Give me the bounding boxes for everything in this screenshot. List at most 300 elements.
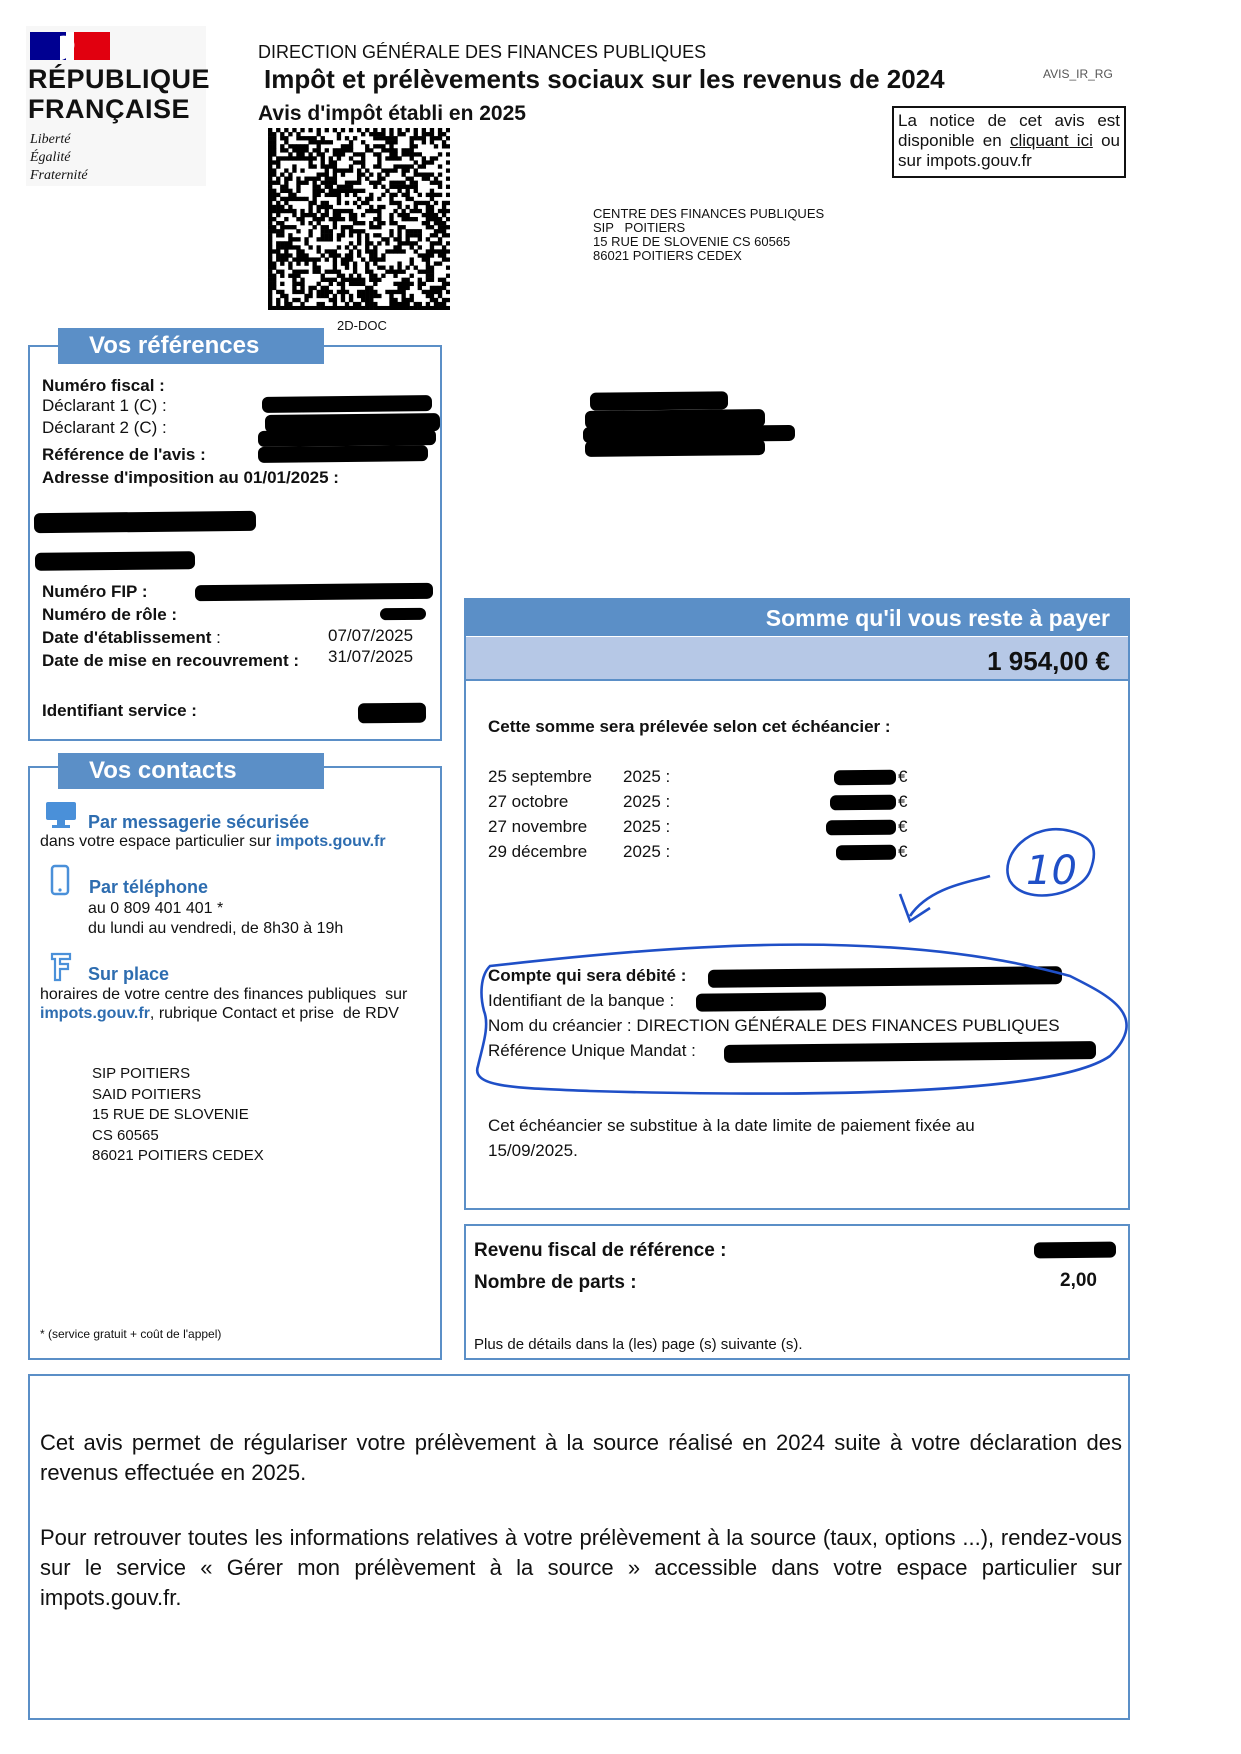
qr-module: [276, 193, 280, 197]
qr-module: [414, 233, 418, 237]
qr-module: [349, 209, 353, 213]
qr-module: [361, 201, 365, 205]
qr-module: [288, 189, 292, 193]
qr-module: [426, 306, 430, 310]
qr-module: [288, 209, 292, 213]
qr-module: [292, 225, 296, 229]
qr-module: [406, 177, 410, 181]
qr-module: [321, 164, 325, 168]
qr-module: [357, 241, 361, 245]
qr-module: [272, 160, 276, 164]
qr-module: [333, 213, 337, 217]
qr-module: [317, 152, 321, 156]
qr-module: [304, 144, 308, 148]
qr-module: [345, 278, 349, 282]
qr-module: [349, 164, 353, 168]
qr-module: [321, 205, 325, 209]
qr-module: [373, 209, 377, 213]
qr-module: [353, 136, 357, 140]
qr-module: [329, 229, 333, 233]
qr-module: [406, 282, 410, 286]
qr-module: [422, 253, 426, 257]
qr-module: [414, 152, 418, 156]
center-address: [593, 207, 824, 263]
page-title: Impôt et prélèvements sociaux sur les revenus de 2024: [264, 64, 945, 94]
qr-module: [446, 136, 450, 140]
qr-module: [426, 172, 430, 176]
qr-module: [284, 249, 288, 253]
qr-module: [381, 185, 385, 189]
numero-fip-label: Numéro FIP :: [42, 582, 148, 601]
qr-module: [438, 241, 442, 245]
qr-module: [422, 270, 426, 274]
qr-module: [292, 148, 296, 152]
qr-module: [292, 290, 296, 294]
qr-module: [304, 257, 308, 261]
qr-module: [406, 148, 410, 152]
payment-title: Somme qu'il vous reste à payer: [466, 600, 1128, 636]
qr-module: [312, 217, 316, 221]
qr-module: [446, 201, 450, 205]
qr-module: [337, 233, 341, 237]
qr-module: [268, 274, 272, 278]
qr-module: [369, 148, 373, 152]
qr-module: [353, 152, 357, 156]
qr-module: [272, 193, 276, 197]
qr-module: [410, 274, 414, 278]
qr-module: [418, 253, 422, 257]
qr-module: [389, 302, 393, 306]
qr-module: [434, 136, 438, 140]
qr-module: [304, 136, 308, 140]
qr-module: [317, 270, 321, 274]
qr-module: [345, 148, 349, 152]
qr-module: [276, 253, 280, 257]
qr-module: [312, 261, 316, 265]
qr-module: [442, 302, 446, 306]
qr-module: [397, 205, 401, 209]
qr-module: [393, 221, 397, 225]
qr-module: [268, 253, 272, 257]
notice-box: [892, 106, 1126, 178]
qr-module: [268, 294, 272, 298]
qr-module: [325, 270, 329, 274]
qr-module: [337, 189, 341, 193]
contact-address: [92, 1064, 264, 1167]
qr-module: [438, 221, 442, 225]
qr-module: [406, 278, 410, 282]
qr-module: [361, 298, 365, 302]
qr-module: [446, 249, 450, 253]
qr-module: [333, 172, 337, 176]
qr-module: [373, 261, 377, 265]
qr-module: [292, 306, 296, 310]
qr-module: [300, 282, 304, 286]
qr-module: [345, 261, 349, 265]
qr-module: [280, 172, 284, 176]
qr-module: [280, 132, 284, 136]
qr-module: [397, 128, 401, 132]
qr-module: [300, 286, 304, 290]
qr-module: [373, 152, 377, 156]
qr-module: [308, 140, 312, 144]
qr-module: [397, 132, 401, 136]
qr-module: [308, 164, 312, 168]
qr-module: [268, 290, 272, 294]
qr-module: [317, 209, 321, 213]
qr-module: [446, 282, 450, 286]
qr-module: [418, 306, 422, 310]
qr-module: [430, 294, 434, 298]
qr-module: [434, 233, 438, 237]
qr-module: [393, 245, 397, 249]
qr-module: [418, 233, 422, 237]
qr-module: [357, 205, 361, 209]
qr-module: [280, 233, 284, 237]
qr-module: [373, 128, 377, 132]
page-subtitle: Avis d'impôt établi en 2025: [258, 102, 526, 125]
center-line4: 86021 POITIERS CEDEX: [593, 248, 742, 263]
qr-module: [422, 156, 426, 160]
qr-module: [268, 189, 272, 193]
qr-module: [325, 290, 329, 294]
qr-module: [361, 294, 365, 298]
qr-module: [276, 128, 280, 132]
qr-module: [333, 177, 337, 181]
qr-module: [288, 152, 292, 156]
qr-module: [308, 213, 312, 217]
qr-module: [312, 185, 316, 189]
qr-module: [430, 197, 434, 201]
qr-module: [321, 181, 325, 185]
qr-module: [349, 128, 353, 132]
qr-module: [393, 270, 397, 274]
qr-module: [373, 233, 377, 237]
qr-module: [349, 257, 353, 261]
qr-module: [312, 148, 316, 152]
qr-module: [381, 168, 385, 172]
qr-module: [268, 185, 272, 189]
qr-module: [321, 217, 325, 221]
qr-module: [426, 237, 430, 241]
qr-module: [418, 172, 422, 176]
qr-module: [365, 197, 369, 201]
qr-module: [308, 257, 312, 261]
qr-module: [321, 290, 325, 294]
qr-module: [349, 249, 353, 253]
qr-module: [438, 209, 442, 213]
date-etablissement-label: [42, 628, 221, 648]
qr-module: [418, 278, 422, 282]
qr-module: [333, 217, 337, 221]
qr-module: [304, 294, 308, 298]
qr-module: [353, 245, 357, 249]
qr-module: [317, 282, 321, 286]
qr-module: [401, 286, 405, 290]
qr-module: [284, 189, 288, 193]
qr-module: [268, 249, 272, 253]
qr-module: [361, 189, 365, 193]
qr-module: [333, 148, 337, 152]
schedule-row: 27 octobre: [488, 792, 569, 811]
qr-module: [341, 225, 345, 229]
qr-module: [341, 128, 345, 132]
qr-module: [292, 193, 296, 197]
qr-module: [268, 261, 272, 265]
qr-module: [304, 253, 308, 257]
qr-module: [317, 249, 321, 253]
qr-module: [389, 233, 393, 237]
qr-module: [410, 197, 414, 201]
qr-module: [312, 177, 316, 181]
qr-module: [272, 286, 276, 290]
qr-module: [438, 290, 442, 294]
qr-module: [321, 140, 325, 144]
qr-module: [333, 193, 337, 197]
qr-module: [401, 302, 405, 306]
qr-module: [430, 172, 434, 176]
qr-module: [365, 233, 369, 237]
qr-module: [349, 168, 353, 172]
qr-module: [434, 290, 438, 294]
qr-module: [414, 306, 418, 310]
messagerie-link[interactable]: impots.gouv.fr: [275, 833, 386, 850]
qr-module: [381, 136, 385, 140]
qr-module: [345, 209, 349, 213]
qr-module: [397, 189, 401, 193]
qr-module: [341, 233, 345, 237]
qr-module: [401, 282, 405, 286]
qr-module: [410, 140, 414, 144]
qr-module: [341, 298, 345, 302]
qr-module: [430, 290, 434, 294]
qr-module: [410, 298, 414, 302]
qr-module: [288, 172, 292, 176]
qr-module: [333, 152, 337, 156]
qr-module: [292, 168, 296, 172]
qr-module: [426, 253, 430, 257]
qr-module: [341, 168, 345, 172]
qr-module: [438, 229, 442, 233]
qr-module: [296, 132, 300, 136]
qr-module: [296, 237, 300, 241]
qr-module: [300, 306, 304, 310]
qr-module: [308, 209, 312, 213]
qr-module: [442, 282, 446, 286]
qr-module: [377, 257, 381, 261]
qr-module: [406, 205, 410, 209]
qr-module: [345, 225, 349, 229]
qr-module: [321, 136, 325, 140]
qr-module: [414, 201, 418, 205]
compte-label: Compte qui sera débité :: [488, 966, 687, 985]
qr-module: [373, 302, 377, 306]
qr-module: [389, 144, 393, 148]
qr-module: [434, 217, 438, 221]
qr-module: [345, 185, 349, 189]
qr-module: [288, 225, 292, 229]
qr-module: [280, 261, 284, 265]
qr-module: [422, 282, 426, 286]
qr-module: [280, 156, 284, 160]
qr-module: [268, 136, 272, 140]
qr-module: [317, 177, 321, 181]
qr-module: [369, 209, 373, 213]
building-icon: [46, 952, 76, 982]
qr-module: [300, 278, 304, 282]
qr-module: [430, 189, 434, 193]
qr-module: [300, 253, 304, 257]
republique-logo: [26, 26, 211, 186]
qr-module: [418, 229, 422, 233]
qr-module: [272, 261, 276, 265]
notice-link[interactable]: cliquant ici: [1009, 131, 1093, 150]
qr-module: [317, 144, 321, 148]
qr-module: [438, 217, 442, 221]
qr-module: [272, 274, 276, 278]
qr-module: [434, 298, 438, 302]
qr-module: [406, 233, 410, 237]
contact-addr2: SAID POITIERS: [92, 1085, 202, 1103]
qr-module: [434, 261, 438, 265]
qr-module: [381, 148, 385, 152]
qr-module: [442, 278, 446, 282]
qr-module: [321, 189, 325, 193]
qr-module: [422, 172, 426, 176]
qr-module: [365, 294, 369, 298]
schedule-row-year: 2025 :: [623, 817, 671, 836]
sur-place-link[interactable]: impots.gouv.fr: [40, 1005, 150, 1022]
qr-module: [280, 253, 284, 257]
qr-module: [446, 274, 450, 278]
qr-module: [442, 144, 446, 148]
qr-module: [272, 209, 276, 213]
qr-module: [353, 306, 357, 310]
qr-module: [329, 164, 333, 168]
qr-module: [300, 156, 304, 160]
qr-module: [341, 257, 345, 261]
qr-module: [268, 205, 272, 209]
qr-module: [325, 213, 329, 217]
qr-module: [369, 253, 373, 257]
qr-module: [292, 282, 296, 286]
qr-module: [401, 270, 405, 274]
qr-module: [280, 209, 284, 213]
qr-module: [397, 185, 401, 189]
qr-module: [337, 270, 341, 274]
qr-module: [385, 249, 389, 253]
qr-module: [373, 253, 377, 257]
qr-module: [389, 185, 393, 189]
qr-module: [304, 148, 308, 152]
qr-module: [292, 156, 296, 160]
qr-module: [353, 261, 357, 265]
qr-module: [272, 229, 276, 233]
qr-module: [325, 205, 329, 209]
qr-module: [312, 225, 316, 229]
form-code: AVIS_IR_RG: [1043, 67, 1113, 81]
qr-module: [292, 144, 296, 148]
qr-module: [353, 217, 357, 221]
qr-module: [329, 181, 333, 185]
qr-module: [276, 233, 280, 237]
qr-module: [438, 261, 442, 265]
qr-module: [268, 128, 272, 132]
qr-module: [434, 144, 438, 148]
qr-module: [414, 217, 418, 221]
qr-module: [410, 164, 414, 168]
qr-module: [304, 261, 308, 265]
qr-module: [438, 253, 442, 257]
qr-module: [304, 197, 308, 201]
qr-module: [329, 237, 333, 241]
qr-module: [268, 144, 272, 148]
qr-module: [296, 261, 300, 265]
qr-module: [333, 306, 337, 310]
qr-module: [288, 306, 292, 310]
qr-module: [361, 306, 365, 310]
qr-module: [268, 225, 272, 229]
qr-module: [414, 168, 418, 172]
qr-module: [321, 306, 325, 310]
qr-module: [385, 168, 389, 172]
qr-module: [337, 282, 341, 286]
qr-module: [345, 257, 349, 261]
schedule-row: 25 septembre: [488, 767, 592, 786]
qr-module: [373, 185, 377, 189]
qr-module: [312, 257, 316, 261]
qr-module: [446, 225, 450, 229]
qr-module: [414, 249, 418, 253]
qr-module: [280, 245, 284, 249]
rfr-label: Revenu fiscal de référence :: [474, 1240, 727, 1261]
notice-prefix: La notice de cet avis est disponible en: [898, 111, 1120, 150]
qr-module: [377, 306, 381, 310]
messagerie-text: [40, 833, 386, 851]
qr-module: [430, 217, 434, 221]
qr-module: [268, 132, 272, 136]
qr-module: [426, 290, 430, 294]
qr-module: [280, 185, 284, 189]
qr-module: [296, 257, 300, 261]
qr-module: [393, 201, 397, 205]
qr-module: [401, 168, 405, 172]
qr-module: [430, 274, 434, 278]
qr-module: [373, 294, 377, 298]
qr-module: [268, 257, 272, 261]
qr-module: [284, 128, 288, 132]
qr-module: [357, 229, 361, 233]
qr-module: [357, 253, 361, 257]
qr-module: [341, 172, 345, 176]
qr-module: [414, 189, 418, 193]
qr-module: [369, 274, 373, 278]
qr-module: [401, 148, 405, 152]
qr-module: [410, 257, 414, 261]
qr-module: [353, 181, 357, 185]
qr-module: [312, 197, 316, 201]
qr-module: [426, 217, 430, 221]
qr-module: [401, 164, 405, 168]
qr-module: [373, 245, 377, 249]
qr-module: [317, 306, 321, 310]
qr-module: [357, 177, 361, 181]
logo-motto2: Égalité: [30, 150, 71, 165]
qr-module: [361, 172, 365, 176]
qr-module: [280, 189, 284, 193]
qr-module: [381, 274, 385, 278]
qr-module: [345, 306, 349, 310]
